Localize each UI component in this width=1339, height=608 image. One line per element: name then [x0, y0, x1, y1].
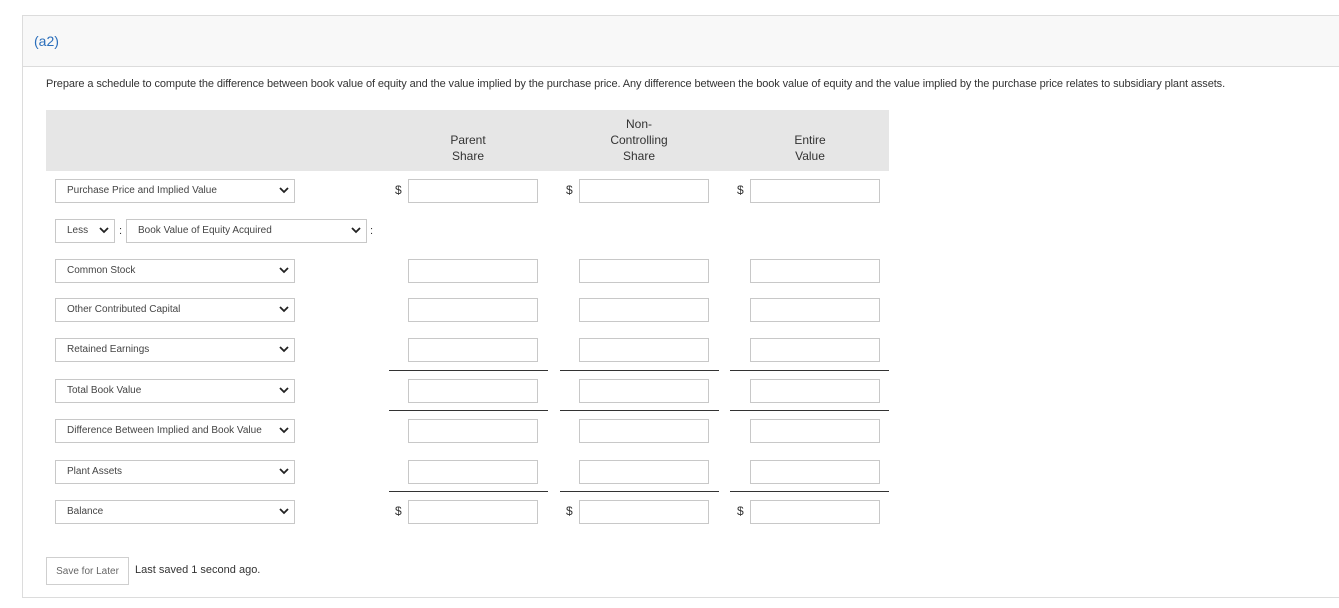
row6-noncontrolling-input[interactable]	[579, 379, 709, 403]
save-status: Last saved 1 second ago.	[135, 564, 261, 576]
row5-label-select[interactable]	[55, 338, 295, 362]
total-rule	[730, 370, 889, 371]
table-header	[46, 110, 889, 171]
row2-prefix-select[interactable]	[55, 219, 115, 243]
row3-entire-input[interactable]	[750, 259, 880, 283]
row6-entire-input[interactable]	[750, 379, 880, 403]
row7-noncontrolling-input[interactable]	[579, 419, 709, 443]
row6-parent-input[interactable]	[408, 379, 538, 403]
row4-parent-input[interactable]	[408, 298, 538, 322]
row8-label-select[interactable]	[55, 460, 295, 484]
question-card	[22, 15, 1339, 598]
row8-label-text: Plant Assets	[67, 466, 123, 477]
row9-label-text: Balance	[67, 506, 104, 517]
chevron-down-icon	[279, 420, 289, 434]
chevron-down-icon	[279, 501, 289, 515]
currency-symbol: $	[737, 504, 744, 518]
row1-label-text: Purchase Price and Implied Value	[67, 185, 217, 196]
total-rule	[560, 491, 719, 492]
colon: :	[370, 225, 374, 237]
chevron-down-icon	[279, 260, 289, 274]
row2-label-text: Book Value of Equity Acquired	[138, 225, 272, 236]
instructions-text: Prepare a schedule to compute the difference between book value of equity and the value implied by the purchase price. Any difference between the book value of equity and the value implied by the purchase price relates to subsidiary plant assets.	[46, 78, 1226, 90]
row6-label-select[interactable]	[55, 379, 295, 403]
row4-noncontrolling-input[interactable]	[579, 298, 709, 322]
header-parent-share: Parent Share	[450, 133, 486, 163]
header-noncontrolling-share: Non- Controlling Share	[610, 117, 668, 163]
row2-label-select[interactable]	[126, 219, 367, 243]
total-rule	[389, 410, 548, 411]
part-label: (a2)	[34, 33, 59, 49]
row1-label-select[interactable]	[55, 179, 295, 203]
row1-noncontrolling-input[interactable]	[579, 179, 709, 203]
total-rule	[560, 410, 719, 411]
currency-symbol: $	[566, 504, 573, 518]
row9-noncontrolling-input[interactable]	[579, 500, 709, 524]
row8-noncontrolling-input[interactable]	[579, 460, 709, 484]
chevron-down-icon	[351, 220, 361, 234]
row4-label-select[interactable]	[55, 298, 295, 322]
row3-label-text: Common Stock	[67, 265, 136, 276]
currency-symbol: $	[566, 183, 573, 197]
chevron-down-icon	[279, 461, 289, 475]
total-rule	[389, 491, 548, 492]
chevron-down-icon	[279, 180, 289, 194]
header-entire-value: Entire Value	[794, 133, 826, 163]
row5-noncontrolling-input[interactable]	[579, 338, 709, 362]
currency-symbol: $	[737, 183, 744, 197]
row8-entire-input[interactable]	[750, 460, 880, 484]
row3-noncontrolling-input[interactable]	[579, 259, 709, 283]
chevron-down-icon	[279, 299, 289, 313]
row5-parent-input[interactable]	[408, 338, 538, 362]
row9-parent-input[interactable]	[408, 500, 538, 524]
total-rule	[730, 491, 889, 492]
row4-entire-input[interactable]	[750, 298, 880, 322]
currency-symbol: $	[395, 183, 402, 197]
currency-symbol: $	[395, 504, 402, 518]
row5-entire-input[interactable]	[750, 338, 880, 362]
row9-entire-input[interactable]	[750, 500, 880, 524]
row5-label-text: Retained Earnings	[67, 344, 150, 355]
total-rule	[389, 370, 548, 371]
row7-parent-input[interactable]	[408, 419, 538, 443]
total-rule	[560, 370, 719, 371]
chevron-down-icon	[279, 380, 289, 394]
row3-label-select[interactable]	[55, 259, 295, 283]
part-header	[23, 16, 1339, 67]
chevron-down-icon	[99, 220, 109, 234]
row7-label-text: Difference Between Implied and Book Value	[67, 425, 262, 436]
row8-parent-input[interactable]	[408, 460, 538, 484]
row6-label-text: Total Book Value	[67, 385, 142, 396]
total-rule	[730, 410, 889, 411]
colon: :	[119, 225, 123, 237]
row7-label-select[interactable]	[55, 419, 295, 443]
row1-entire-input[interactable]	[750, 179, 880, 203]
row4-label-text: Other Contributed Capital	[67, 304, 181, 315]
row3-parent-input[interactable]	[408, 259, 538, 283]
row9-label-select[interactable]	[55, 500, 295, 524]
row7-entire-input[interactable]	[750, 419, 880, 443]
row2-prefix-text: Less	[67, 225, 89, 236]
row1-parent-input[interactable]	[408, 179, 538, 203]
chevron-down-icon	[279, 339, 289, 353]
save-for-later-button[interactable]: Save for Later	[46, 557, 129, 585]
